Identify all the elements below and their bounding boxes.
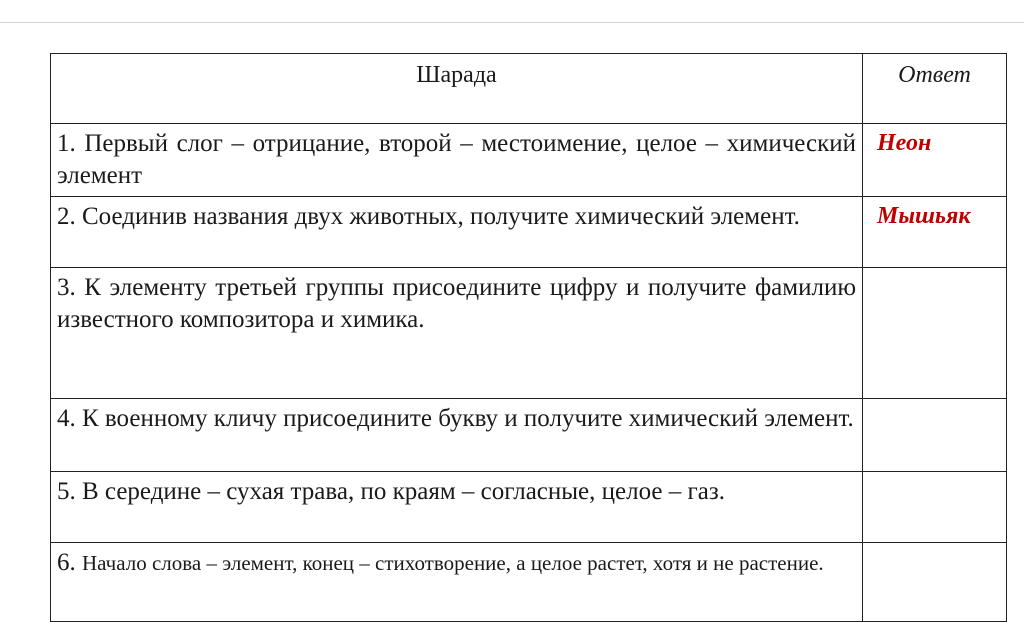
charade-answer-4 <box>863 399 1007 472</box>
charade-answer-5 <box>863 472 1007 543</box>
slide-top-border <box>0 0 1024 23</box>
header-charade: Шарада <box>51 54 863 124</box>
table-row <box>51 399 1007 472</box>
charade-question-1: 1. Первый слог – отрицание, второй – местоимение, целое – химический элемент <box>51 124 863 197</box>
charade-question-5: 5. В середине – сухая трава, по краям – согласные, целое – газ. <box>51 472 863 543</box>
charade-answer-6 <box>863 543 1007 622</box>
table-row <box>51 197 1007 268</box>
charade-question-2: 2. Соединив названия двух животных, получите химический элемент. <box>51 197 863 268</box>
charade-question-6-number: 6. <box>57 549 76 576</box>
charade-table <box>50 53 1007 622</box>
charade-answer-3 <box>863 268 1007 399</box>
charade-question-6 <box>51 543 863 622</box>
table-row <box>51 124 1007 197</box>
charade-question-6-text: Начало слова – элемент, конец – стихотворение, а целое растет, хотя и не растение. <box>82 551 824 575</box>
table-row <box>51 543 1007 622</box>
header-answer: Ответ <box>863 54 1007 124</box>
table-header-row <box>51 54 1007 124</box>
table-row <box>51 268 1007 399</box>
charade-question-3: 3. К элементу третьей группы присоедините цифру и получите фамилию известного композитора и химика. <box>51 268 863 399</box>
charade-question-4: 4. К военному кличу присоедините букву и получите химический элемент. <box>51 399 863 472</box>
charade-answer-2: Мышьяк <box>863 197 1007 268</box>
charade-answer-1: Неон <box>863 124 1007 197</box>
table-row <box>51 472 1007 543</box>
